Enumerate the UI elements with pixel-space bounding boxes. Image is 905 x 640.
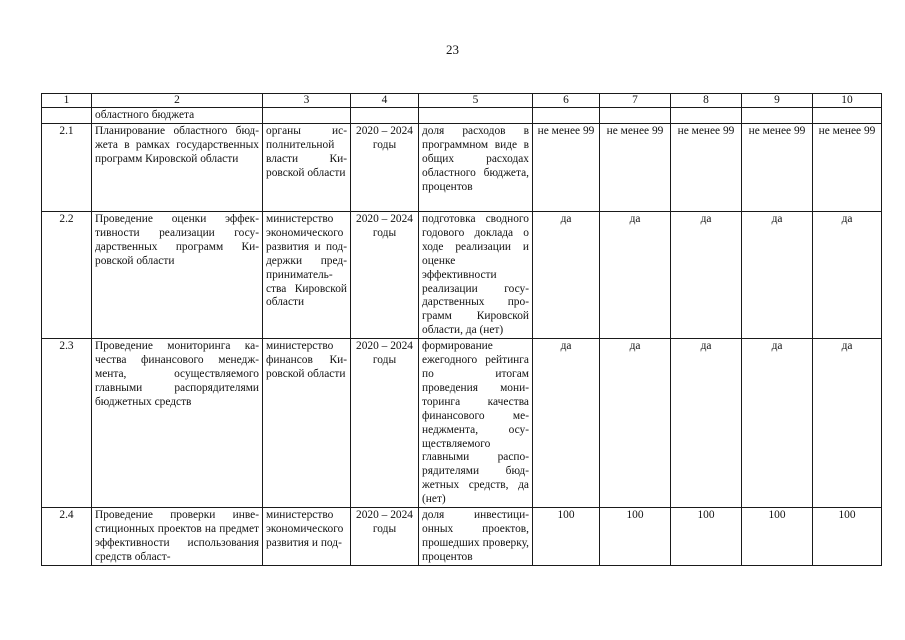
row-number: 2.4: [42, 508, 92, 566]
executor-cell: министерство экономического развития и под-: [263, 508, 351, 566]
table-cell: [42, 108, 92, 124]
table-cell: [419, 108, 533, 124]
table-cell: [671, 108, 742, 124]
row-number: 2.1: [42, 124, 92, 212]
table-row: [42, 212, 882, 339]
value-cell: да: [742, 339, 813, 508]
indicator-cell: доля расходов в программном виде в общих расходах областного бюджета, процентов: [419, 124, 533, 212]
table-cell: [742, 108, 813, 124]
value-cell: да: [600, 212, 671, 339]
row-number: 2.3: [42, 339, 92, 508]
value-cell: да: [671, 339, 742, 508]
column-header: 3: [263, 94, 351, 108]
value-cell: не менее 99: [533, 124, 600, 212]
period-cell: 2020 – 2024 годы: [351, 508, 419, 566]
column-header: 9: [742, 94, 813, 108]
continuation-text: областного бюджета: [92, 108, 263, 124]
executor-cell: органы исполнительной власти Кировской области: [263, 124, 351, 212]
page-number: 23: [446, 42, 459, 57]
table-cell: [263, 108, 351, 124]
value-cell: 100: [813, 508, 882, 566]
indicator-cell: подготовка сводного годового доклада о ходе реализации и оценке эффективности реализации государственных программ Кировской области, да (нет): [419, 212, 533, 339]
value-cell: да: [600, 339, 671, 508]
table-cell: [351, 108, 419, 124]
event-cell: Проведение оценки эффективности реализации государственных программ Кировской области: [92, 212, 263, 339]
value-cell: да: [671, 212, 742, 339]
value-cell: 100: [533, 508, 600, 566]
table-row: [42, 124, 882, 212]
value-cell: да: [813, 339, 882, 508]
column-header: 6: [533, 94, 600, 108]
indicator-cell: формирование ежегодного рейтинга по итогам проведения мониторинга качества финансового менеджмента, осуществляемого главными распорядителями бюджетных средств, да (нет): [419, 339, 533, 508]
period-cell: 2020 – 2024 годы: [351, 339, 419, 508]
value-cell: 100: [600, 508, 671, 566]
table-row: [42, 508, 882, 566]
period-cell: 2020 – 2024 годы: [351, 124, 419, 212]
value-cell: 100: [671, 508, 742, 566]
value-cell: да: [533, 212, 600, 339]
value-cell: 100: [742, 508, 813, 566]
value-cell: не менее 99: [671, 124, 742, 212]
table-cell: [533, 108, 600, 124]
column-header: 10: [813, 94, 882, 108]
indicator-cell: доля инвестиционных проектов, прошедших проверку, процентов: [419, 508, 533, 566]
period-cell: 2020 – 2024 годы: [351, 212, 419, 339]
value-cell: не менее 99: [600, 124, 671, 212]
event-cell: Проведение проверки инвестиционных проектов на предмет эффективности использования средств област-: [92, 508, 263, 566]
column-header: 1: [42, 94, 92, 108]
table-cell: [813, 108, 882, 124]
executor-cell: министерство экономического развития и поддержки предпринимательства Кировской области: [263, 212, 351, 339]
value-cell: да: [533, 339, 600, 508]
column-number-row: [42, 94, 882, 108]
event-cell: Планирование областного бюджета в рамках государственных программ Кировской области: [92, 124, 263, 212]
column-header: 4: [351, 94, 419, 108]
value-cell: да: [813, 212, 882, 339]
table-row: [42, 339, 882, 508]
measures-table: [41, 93, 882, 566]
value-cell: да: [742, 212, 813, 339]
table-cell: [600, 108, 671, 124]
executor-cell: министерство финансов Кировской области: [263, 339, 351, 508]
column-header: 2: [92, 94, 263, 108]
value-cell: не менее 99: [742, 124, 813, 212]
event-cell: Проведение мониторинга качества финансового менеджмента, осуществляемого главными распорядителями бюджетных средств: [92, 339, 263, 508]
row-number: 2.2: [42, 212, 92, 339]
column-header: 8: [671, 94, 742, 108]
column-header: 7: [600, 94, 671, 108]
column-header: 5: [419, 94, 533, 108]
value-cell: не менее 99: [813, 124, 882, 212]
continuation-row: [42, 108, 882, 124]
